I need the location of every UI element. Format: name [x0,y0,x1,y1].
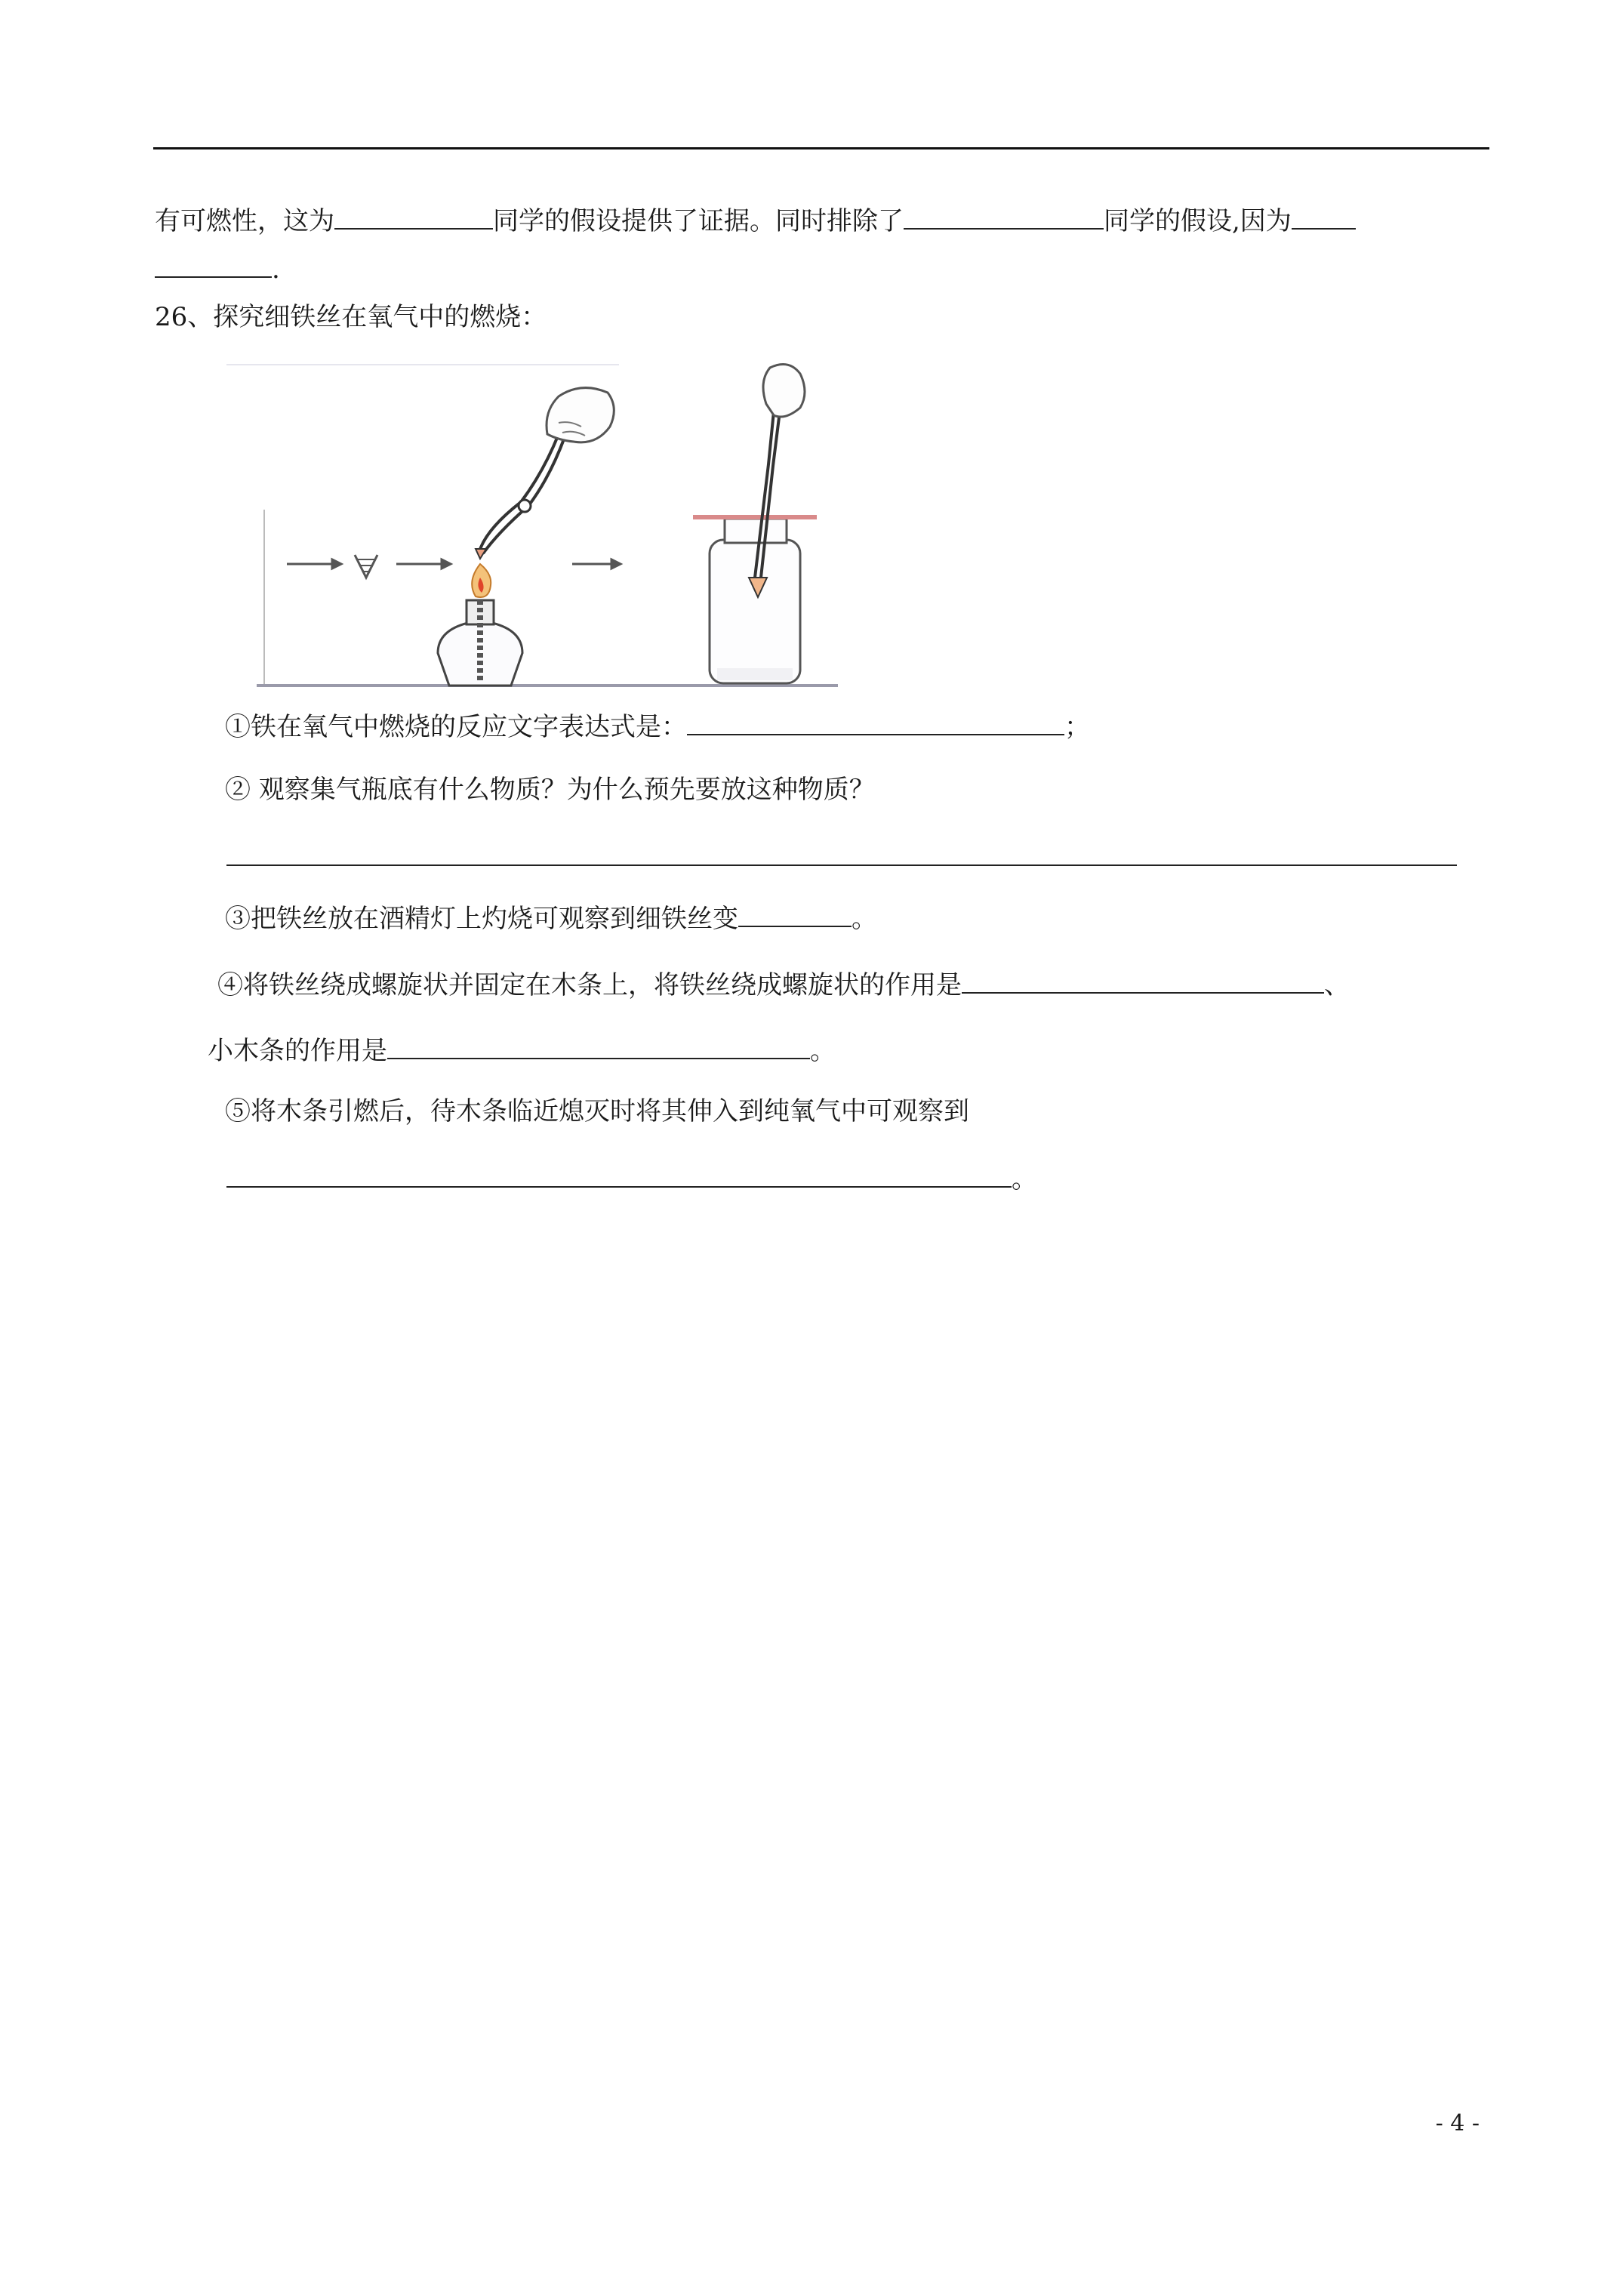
iron-wire-combustion-figure [226,351,845,691]
answer-line-q2[interactable] [226,864,1457,866]
question-5: ⑤将木条引燃后，待木条临近熄灭时将其伸入到纯氧气中可观察到 [225,1096,969,1126]
question-5-cont [226,1160,1037,1196]
crucible-tongs-icon [476,434,565,559]
text-segment: 。 [1012,1164,1037,1194]
hand-icon [763,365,805,418]
question-1 [225,708,1090,744]
continuation-line-1 [155,202,1356,238]
iron-spiral-icon [355,555,377,578]
answer-blank-q5[interactable] [226,1160,1012,1188]
answer-blank-2[interactable] [904,202,1104,230]
header-rule [153,147,1489,149]
text-segment: 、 [1324,970,1350,1000]
question-text: ①铁在氧气中燃烧的反应文字表达式是： [225,712,687,742]
question-text: 小木条的作用是 [208,1036,387,1066]
text-segment: 同学的假设提供了证据。同时排除了 [493,206,904,236]
question-title: 26、探究细铁丝在氧气中的燃烧： [155,302,547,332]
hand-icon [547,388,614,442]
question-text: ④将铁丝绕成螺旋状并固定在木条上，将铁丝绕成螺旋状的作用是 [217,970,962,1000]
text-segment: ； [1064,712,1090,742]
question-4 [217,966,1350,1002]
question-3 [225,900,877,935]
gas-jar-icon [693,517,817,683]
page-number: - 4 - [1435,2110,1480,2137]
answer-blank-q1[interactable] [687,708,1064,735]
text-segment: 有可燃性，这为 [155,206,334,236]
answer-blank-q4a[interactable] [962,966,1324,994]
question-4-cont [208,1032,836,1068]
arrow-icon [572,559,621,569]
answer-blank-3-cont[interactable] [155,251,272,278]
text-segment: 同学的假设,因为 [1104,206,1292,236]
answer-blank-q4b[interactable] [387,1032,810,1059]
text-segment: 。 [810,1036,836,1066]
question-2: ② 观察集气瓶底有什么物质？为什么预先要放这种物质？ [225,775,875,805]
answer-blank-3[interactable] [1292,202,1356,230]
answer-blank-q3[interactable] [738,900,852,927]
answer-blank-1[interactable] [334,202,493,230]
question-text: ③把铁丝放在酒精灯上灼烧可观察到细铁丝变 [225,904,738,934]
text-segment: 。 [852,904,877,934]
arrow-icon [287,559,341,569]
arrow-icon [396,559,451,569]
alcohol-lamp-icon [438,564,522,686]
text-segment: . [272,254,280,285]
continuation-line-2 [155,251,280,286]
